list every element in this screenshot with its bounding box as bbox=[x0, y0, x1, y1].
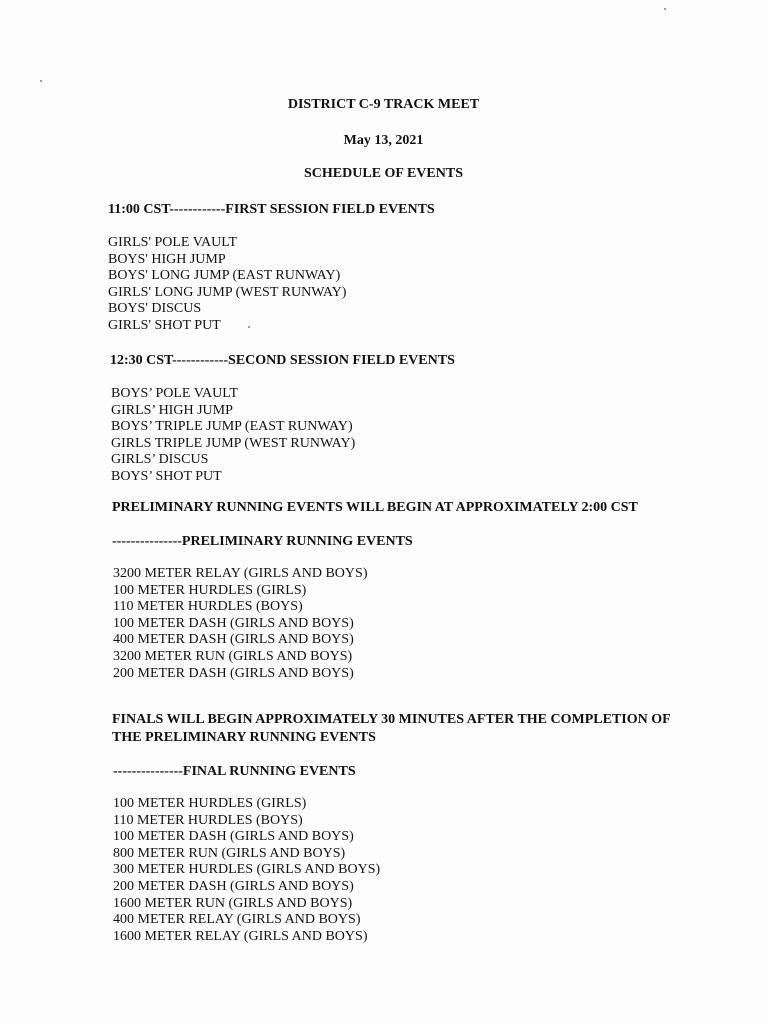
preliminary-notice: PRELIMINARY RUNNING EVENTS WILL BEGIN AT APPROXIMATELY 2:00 CST bbox=[112, 500, 638, 515]
first-session-heading: 11:00 CST------------FIRST SESSION FIELD EVENTS bbox=[108, 202, 435, 217]
scan-speck bbox=[664, 8, 666, 10]
document-date: May 13, 2021 bbox=[343, 133, 424, 148]
scan-speck bbox=[248, 326, 250, 328]
list-item: 1600 METER RELAY (GIRLS AND BOYS) bbox=[113, 928, 368, 944]
list-item: GIRLS' POLE VAULT bbox=[108, 235, 238, 250]
list-item: GIRLS’ DISCUS bbox=[111, 452, 209, 468]
first-session-list bbox=[108, 235, 346, 335]
preliminary-heading: ---------------PRELIMINARY RUNNING EVENTS bbox=[112, 534, 413, 549]
list-item: 3200 METER RELAY (GIRLS AND BOYS) bbox=[113, 566, 368, 581]
finals-list bbox=[113, 796, 380, 945]
scan-speck bbox=[40, 80, 42, 82]
list-item: 400 METER RELAY (GIRLS AND BOYS) bbox=[113, 912, 361, 928]
list-item: BOYS' HIGH JUMP bbox=[108, 251, 226, 267]
list-item: BOYS’ TRIPLE JUMP (EAST RUNWAY) bbox=[111, 419, 353, 435]
list-item: 110 METER HURDLES (BOYS) bbox=[113, 599, 303, 615]
preliminary-list bbox=[113, 566, 367, 682]
document-title: DISTRICT C-9 TRACK MEET bbox=[287, 97, 480, 112]
list-item: 300 METER HURDLES (GIRLS AND BOYS) bbox=[113, 862, 381, 878]
list-item: GIRLS' SHOT PUT bbox=[108, 317, 221, 333]
list-item: BOYS' LONG JUMP (EAST RUNWAY) bbox=[108, 268, 341, 284]
list-item: 1600 METER RUN (GIRLS AND BOYS) bbox=[113, 895, 353, 911]
list-item: BOYS’ SHOT PUT bbox=[111, 468, 222, 484]
list-item: 100 METER HURDLES (GIRLS) bbox=[113, 796, 307, 811]
list-item: 110 METER HURDLES (BOYS) bbox=[113, 812, 303, 828]
list-item: 800 METER RUN (GIRLS AND BOYS) bbox=[113, 845, 346, 861]
list-item: BOYS' DISCUS bbox=[108, 301, 202, 317]
list-item: GIRLS TRIPLE JUMP (WEST RUNWAY) bbox=[111, 435, 356, 451]
list-item: 200 METER DASH (GIRLS AND BOYS) bbox=[113, 878, 354, 894]
finals-notice: FINALS WILL BEGIN APPROXIMATELY 30 MINUTES AFTER THE COMPLETION OF THE PRELIMINARY RUNNING EVENTS bbox=[112, 712, 671, 745]
document-subtitle: SCHEDULE OF EVENTS bbox=[304, 166, 463, 181]
list-item: 100 METER DASH (GIRLS AND BOYS) bbox=[113, 615, 354, 631]
second-session-heading: 12:30 CST------------SECOND SESSION FIELD EVENTS bbox=[110, 353, 455, 368]
list-item: 3200 METER RUN (GIRLS AND BOYS) bbox=[113, 648, 353, 664]
second-session-list bbox=[111, 386, 355, 486]
list-item: GIRLS' LONG JUMP (WEST RUNWAY) bbox=[108, 284, 347, 300]
finals-heading: ---------------FINAL RUNNING EVENTS bbox=[113, 764, 356, 779]
list-item: 200 METER DASH (GIRLS AND BOYS) bbox=[113, 665, 354, 681]
list-item: BOYS’ POLE VAULT bbox=[111, 386, 239, 401]
list-item: 100 METER HURDLES (GIRLS) bbox=[113, 582, 307, 598]
list-item: GIRLS’ HIGH JUMP bbox=[111, 402, 233, 418]
list-item: 400 METER DASH (GIRLS AND BOYS) bbox=[113, 632, 354, 648]
list-item: 100 METER DASH (GIRLS AND BOYS) bbox=[113, 829, 354, 845]
